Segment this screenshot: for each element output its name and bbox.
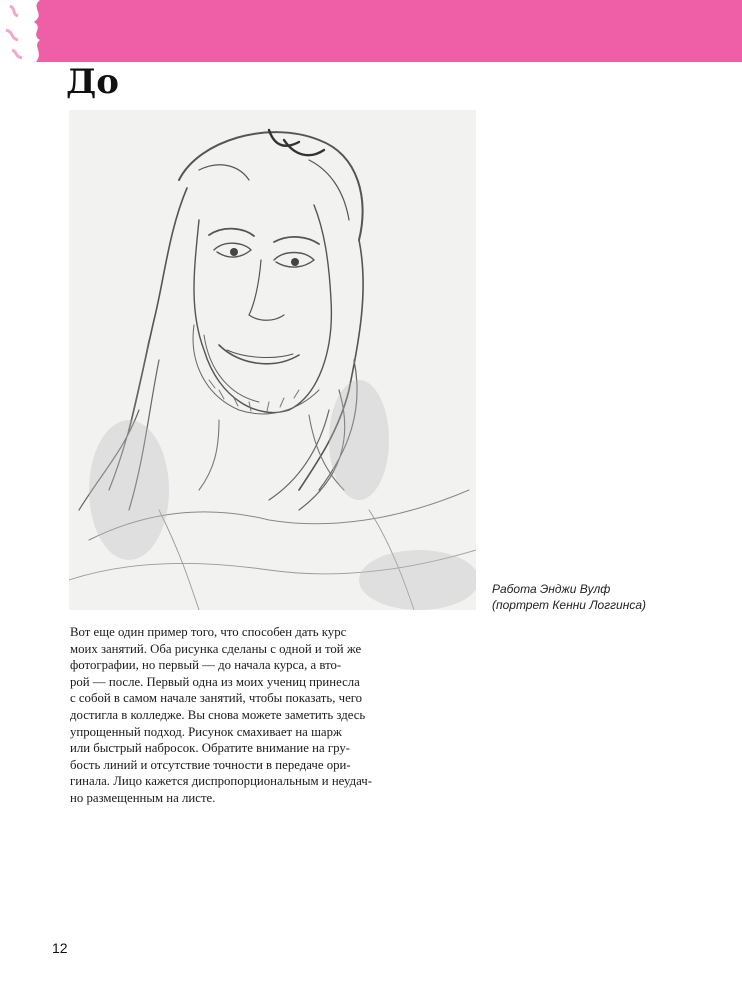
body-line: моих занятий. Оба рисунка сделаны с одной и той же (70, 641, 362, 656)
body-line: упрощенный подход. Рисунок смахивает на шарж (70, 724, 342, 739)
pencil-portrait-sketch-icon (69, 110, 476, 610)
body-line: рой — после. Первый одна из моих учениц принесла (70, 674, 360, 689)
body-line: или быстрый набросок. Обратите внимание на гру- (70, 741, 350, 756)
body-line: но размещенным на листе. (70, 790, 216, 805)
figure-caption (492, 581, 722, 613)
portrait-sketch-image (69, 110, 476, 610)
page-number: 12 (52, 940, 68, 956)
body-line: гинала. Лицо кажется диспропорциональным и неудач- (70, 774, 373, 789)
caption-line: (портрет Кенни Логгинса) (492, 598, 646, 612)
body-line: бость линий и отсутствие точности в передаче ори- (70, 757, 351, 772)
caption-line: Работа Энджи Вулф (492, 582, 611, 596)
body-line: Вот еще один пример того, что способен дать курс (70, 625, 347, 639)
header-band (0, 0, 742, 62)
body-line: с собой в самом начале занятий, чтобы показать, чего (70, 691, 363, 706)
body-paragraph (70, 624, 373, 807)
brush-stroke-edge (0, 0, 70, 62)
page-title: До (66, 62, 119, 102)
body-line: достигла в колледже. Вы снова можете заметить здесь (70, 707, 366, 722)
body-line: фотографии, но первый — до начала курса, а вто- (70, 658, 342, 673)
